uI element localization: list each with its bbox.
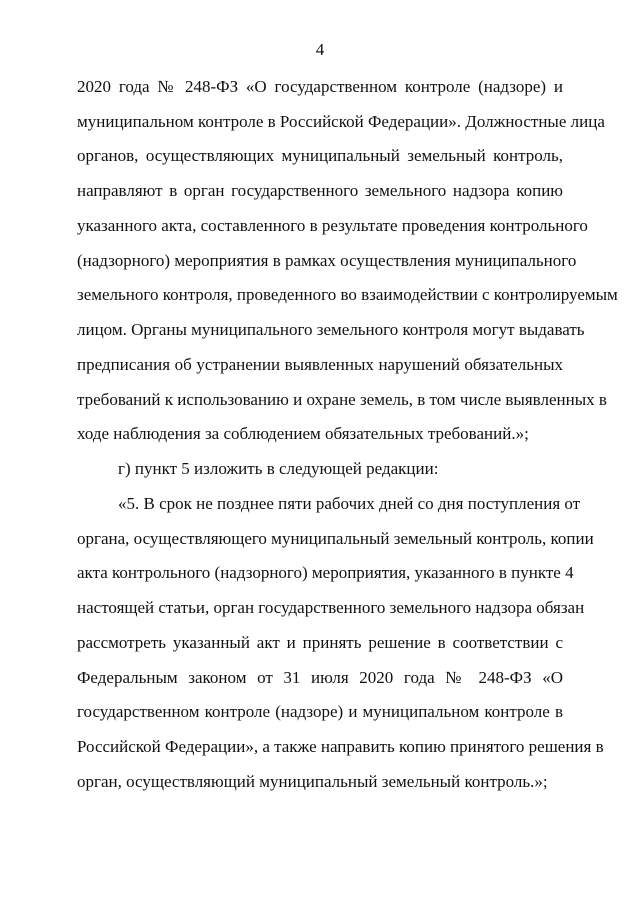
- paragraph-start-line: г) пункт 5 изложить в следующей редакции:: [118, 459, 439, 478]
- text-line: органа, осуществляющего муниципальный земельный контроль, копии: [77, 529, 594, 548]
- text-line: государственном контроле (надзоре) и муниципальном контроле в: [77, 702, 563, 721]
- paragraph-start-line: «5. В срок не позднее пяти рабочих дней со дня поступления от: [118, 494, 581, 513]
- text-line: указанного акта, составленного в результате проведения контрольного: [77, 216, 588, 235]
- page-number: 4: [315, 40, 325, 59]
- text-line: муниципальном контроле в Российской Федерации». Должностные лица: [77, 112, 605, 131]
- text-line: ходе наблюдения за соблюдением обязательных требований.»;: [77, 424, 529, 443]
- text-line: земельного контроля, проведенного во взаимодействии с контролируемым: [77, 285, 618, 304]
- text-line: предписания об устранении выявленных нарушений обязательных: [77, 355, 563, 374]
- text-line: 2020 года № 248-ФЗ «О государственном контроле (надзоре) и: [77, 77, 563, 96]
- text-line: органов, осуществляющих муниципальный земельный контроль,: [77, 146, 563, 165]
- text-line: настоящей статьи, орган государственного земельного надзора обязан: [77, 598, 585, 617]
- text-line: Федеральным законом от 31 июля 2020 года № 248-ФЗ «О: [77, 668, 563, 687]
- text-line: (надзорного) мероприятия в рамках осуществления муниципального: [77, 251, 577, 270]
- text-line: акта контрольного (надзорного) мероприятия, указанного в пункте 4: [77, 563, 574, 582]
- text-line: орган, осуществляющий муниципальный земельный контроль.»;: [77, 772, 548, 791]
- text-line: рассмотреть указанный акт и принять решение в соответствии с: [77, 633, 563, 652]
- text-line: направляют в орган государственного земельного надзора копию: [77, 181, 563, 200]
- text-line: требований к использованию и охране земель, в том числе выявленных в: [77, 390, 607, 409]
- text-line: лицом. Органы муниципального земельного контроля могут выдавать: [77, 320, 585, 339]
- text-line: Российской Федерации», а также направить копию принятого решения в: [77, 737, 604, 756]
